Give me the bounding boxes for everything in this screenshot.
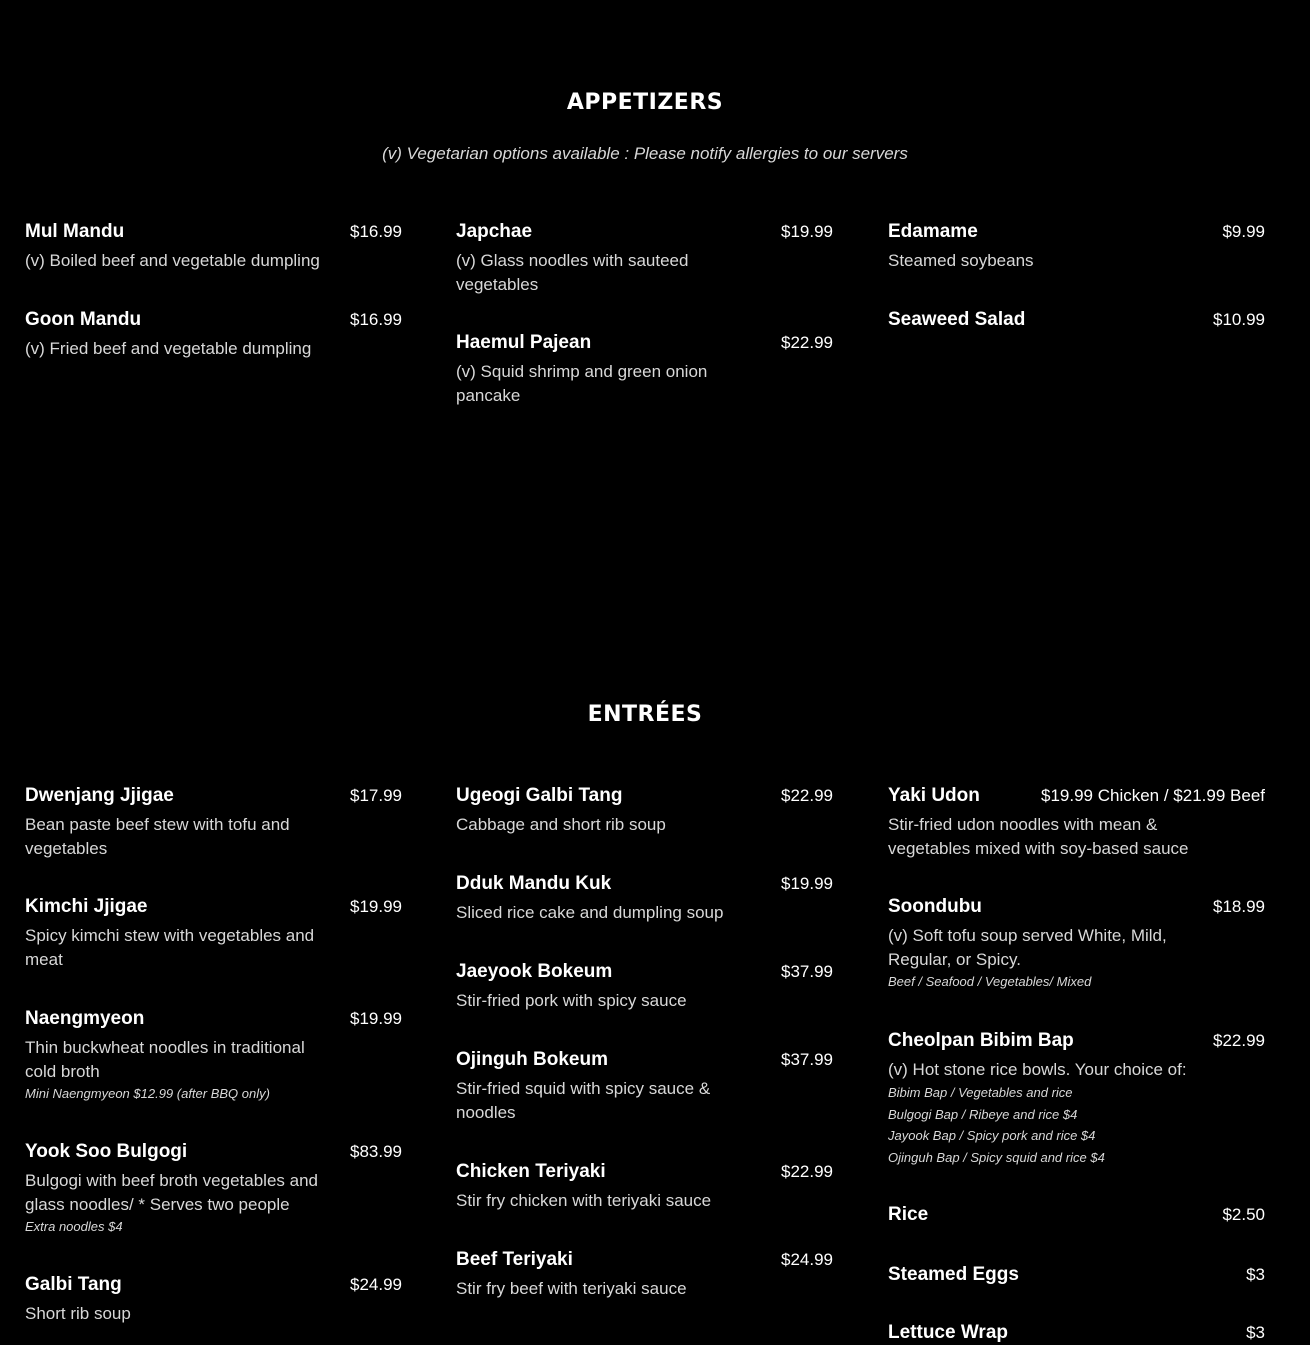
item-price: $17.99: [350, 786, 402, 805]
item-name: Beef Teriyaki: [456, 1249, 573, 1270]
item-name: Ugeogi Galbi Tang: [456, 785, 623, 806]
item-description: Stir fry beef with teriyaki sauce: [456, 1279, 687, 1298]
item-price: $19.99: [350, 897, 402, 916]
item-description: (v) Soft tofu soup served White, Mild, Regular, or Spicy.: [888, 926, 1167, 969]
item-price: $16.99: [350, 310, 402, 329]
item-name: Dwenjang Jjigae: [25, 785, 174, 806]
item-description: (v) Glass noodles with sauteed vegetables: [456, 251, 689, 294]
item-price: $22.99: [781, 333, 833, 352]
item-note: Beef / Seafood / Vegetables/ Mixed: [888, 974, 1092, 989]
item-description: (v) Boiled beef and vegetable dumpling: [25, 251, 320, 270]
item-name: Yaki Udon: [888, 785, 980, 806]
item-description: Cabbage and short rib soup: [456, 815, 666, 834]
item-price: $3: [1246, 1323, 1265, 1342]
item-price: $37.99: [781, 1050, 833, 1069]
item-price: $19.99: [350, 1009, 402, 1028]
item-price: $9.99: [1222, 222, 1265, 241]
item-description: Stir-fried udon noodles with mean & vegetables mixed with soy-based sauce: [888, 815, 1189, 858]
item-note: Extra noodles $4: [25, 1219, 123, 1234]
item-name: Yook Soo Bulgogi: [25, 1141, 188, 1162]
item-price: $19.99: [781, 222, 833, 241]
item-name: Rice: [888, 1204, 929, 1225]
item-price: $22.99: [781, 1162, 833, 1181]
item-description: (v) Hot stone rice bowls. Your choice of:: [888, 1060, 1187, 1079]
item-description: Spicy kimchi stew with vegetables and meat: [25, 926, 315, 969]
item-name: Seaweed Salad: [888, 309, 1026, 330]
item-description: Bean paste beef stew with tofu and vegetables: [25, 815, 290, 858]
entrees-title: ENTRÉES: [587, 702, 703, 727]
item-name: Edamame: [888, 221, 978, 242]
item-name: Goon Mandu: [25, 309, 142, 330]
item-name: Kimchi Jjigae: [25, 896, 148, 917]
item-note: Mini Naengmyeon $12.99 (after BBQ only): [25, 1086, 270, 1101]
item-note: Jayook Bap / Spicy pork and rice $4: [888, 1128, 1096, 1144]
item-name: Steamed Eggs: [888, 1264, 1019, 1285]
item-price: $18.99: [1213, 897, 1265, 916]
item-price: $16.99: [350, 222, 402, 241]
item-price: $22.99: [781, 786, 833, 805]
item-name: Lettuce Wrap: [888, 1322, 1009, 1343]
item-description: (v) Squid shrimp and green onion pancake: [456, 362, 708, 405]
item-note: Bibim Bap / Vegetables and rice: [888, 1085, 1073, 1100]
item-description: Stir fry chicken with teriyaki sauce: [456, 1191, 712, 1210]
item-note: Bulgogi Bap / Ribeye and rice $4: [888, 1106, 1078, 1122]
item-price: $19.99: [781, 874, 833, 893]
item-price: $22.99: [1213, 1031, 1265, 1050]
item-description: Thin buckwheat noodles in traditional cold broth: [25, 1038, 305, 1081]
item-name: Japchae: [456, 221, 533, 242]
item-name: Ojinguh Bokeum: [456, 1049, 608, 1070]
item-name: Cheolpan Bibim Bap: [888, 1030, 1074, 1051]
item-price: $37.99: [781, 962, 833, 981]
item-name: Soondubu: [888, 896, 982, 917]
item-name: Dduk Mandu Kuk: [456, 873, 612, 894]
item-note: Ojinguh Bap / Spicy squid and rice $4: [888, 1150, 1105, 1166]
item-name: Haemul Pajean: [456, 332, 592, 353]
appetizers-title: APPETIZERS: [566, 90, 724, 115]
item-price: $83.99: [350, 1142, 402, 1161]
item-price: $24.99: [781, 1250, 833, 1269]
item-description: (v) Fried beef and vegetable dumpling: [25, 339, 312, 358]
item-price: $19.99 Chicken / $21.99 Beef: [1041, 786, 1265, 805]
item-name: Jaeyook Bokeum: [456, 961, 613, 982]
item-price: $10.99: [1213, 310, 1265, 329]
appetizers-note: (v) Vegetarian options available : Please notify allergies to our servers: [382, 144, 908, 163]
item-price: $3: [1246, 1265, 1265, 1284]
item-name: Naengmyeon: [25, 1008, 145, 1029]
item-description: Stir-fried pork with spicy sauce: [456, 991, 687, 1010]
item-description: Short rib soup: [25, 1304, 131, 1323]
item-price: $24.99: [350, 1275, 402, 1294]
item-description: Steamed soybeans: [888, 251, 1034, 270]
item-name: Chicken Teriyaki: [456, 1161, 606, 1182]
item-name: Mul Mandu: [25, 221, 125, 242]
item-description: Sliced rice cake and dumpling soup: [456, 903, 724, 922]
item-description: Stir-fried squid with spicy sauce & noodles: [456, 1079, 711, 1122]
item-description: Bulgogi with beef broth vegetables and glass noodles/ * Serves two people: [25, 1171, 318, 1214]
item-name: Galbi Tang: [25, 1274, 122, 1295]
item-price: $2.50: [1222, 1205, 1265, 1224]
